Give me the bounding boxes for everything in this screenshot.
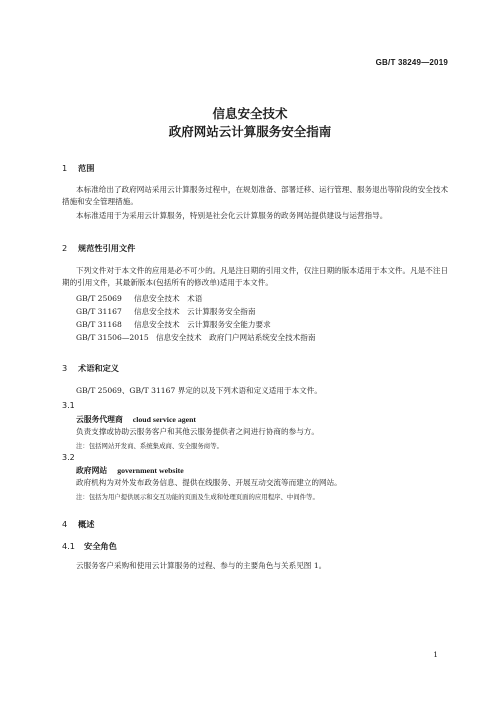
title-line-1: 信息安全技术 [212,106,288,121]
subsection-title: 安全角色 [84,541,117,551]
reference-title: 信息安全技术 云计算服务安全指南 [134,307,256,316]
section-2-heading [62,243,135,254]
section-title: 术语和定义 [78,363,119,373]
term-definition: 政府机构为对外发布政务信息、提供在线服务、开展互动交流等而建立的网站。 [76,478,342,487]
reference-item [76,332,315,343]
reference-code: GB/T 25069 [76,294,122,303]
section-number: 1 [62,163,68,173]
term-english: cloud service agent [132,415,197,424]
section-number: 3 [62,363,68,373]
reference-item [76,306,256,317]
reference-code: GB/T 31167 [76,307,122,316]
reference-title: 信息安全技术 云计算服务安全能力要求 [134,320,271,329]
section-1-paragraph-2: 本标准适用于为采用云计算服务，特别是社会化云计算服务的政务网站提供建设与运营指导。 [76,211,388,220]
section-title: 规范性引用文件 [78,243,136,253]
term-heading [76,465,184,476]
term-english: government website [117,466,184,475]
subsection-4-1-paragraph: 云服务客户采购和使用云计算服务的过程、参与的主要角色与关系见图 1。 [76,561,327,570]
standard-code: GB/T 38249—2019 [375,58,448,67]
term-chinese: 云服务代理商 [76,415,123,424]
term-definition: 负责支撑或协助云服务客户和其他云服务提供者之间进行协商的参与方。 [76,427,319,436]
term-number: 3.1 [62,401,75,410]
term-heading [76,414,196,425]
subsection-4-1-heading [62,541,117,552]
page-number: 1 [433,650,438,659]
term-number: 3.2 [62,453,75,462]
reference-code: GB/T 31168 [76,320,122,329]
term-note: 注：包括网站开发商、系统集成商、安全服务商等。 [76,442,223,450]
section-3-paragraph-1: GB/T 25069、GB/T 31167 界定的以及下列术语和定义适用于本文件。 [76,386,322,395]
section-title: 范围 [78,163,95,173]
section-number: 4 [62,519,68,529]
section-number: 2 [62,243,68,253]
reference-item [76,319,271,330]
term-note: 注：包括为用户提供展示和交互功能的页面及生成和处理页面的应用程序、中间件等。 [76,493,319,501]
term-chinese: 政府网站 [76,466,108,475]
reference-title: 信息安全技术 术语 [134,294,203,303]
section-2-paragraph-1: 下列文件对于本文件的应用是必不可少的。凡是注日期的引用文件，仅注日期的版本适用于本文件。凡是不注日期的引用文件，其最新版本(包括所有的修改单)适用于本文件。 [62,266,449,287]
subsection-number: 4.1 [62,541,76,551]
section-1-heading [62,163,94,174]
reference-item [76,293,202,304]
section-title: 概述 [78,519,95,529]
section-3-heading [62,363,119,374]
reference-code: GB/T 31506—2015 [76,333,149,342]
reference-title: 信息安全技术 政府门户网站系统安全技术指南 [156,333,316,342]
section-4-heading [62,519,94,530]
section-1-paragraph-1: 本标准给出了政府网站采用云计算服务过程中，在规划准备、部署迁移、运行管理、服务退出等阶段的安全技术措施和安全管理措施。 [62,185,449,206]
title-line-2: 政府网站云计算服务安全指南 [168,124,332,139]
